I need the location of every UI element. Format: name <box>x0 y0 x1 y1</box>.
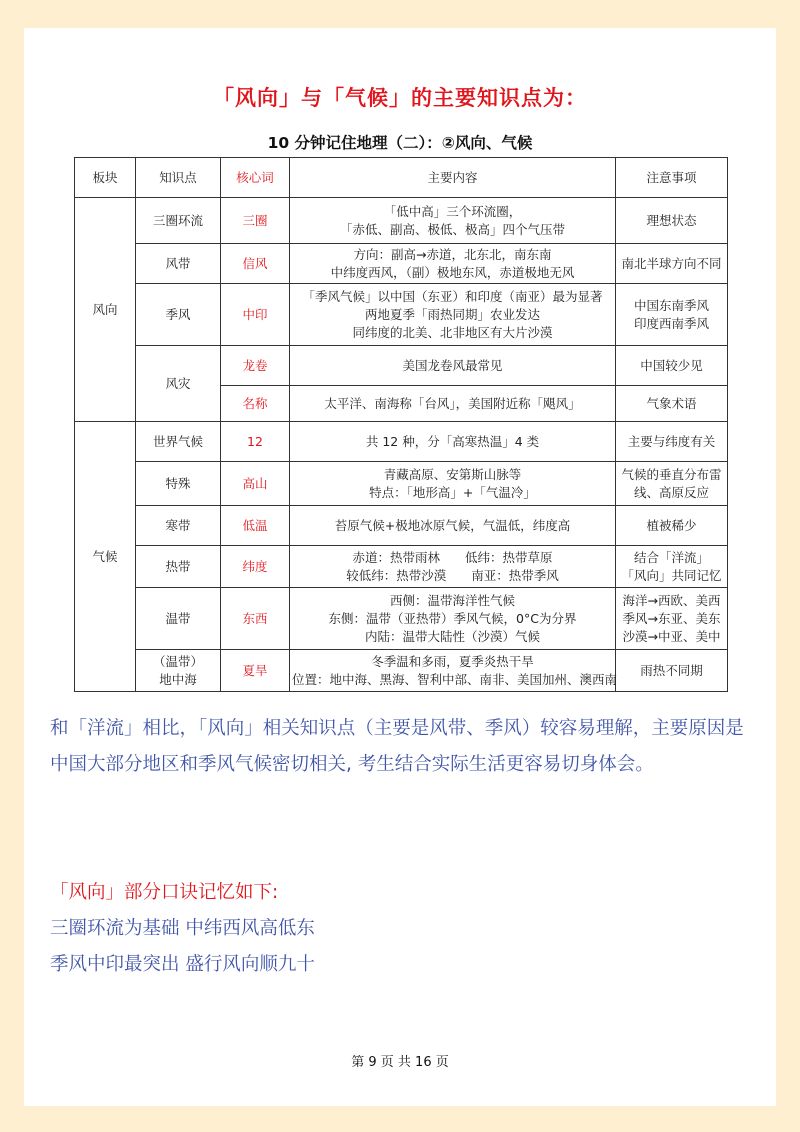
note-line: 南北半球方向不同 <box>621 255 722 271</box>
keyword-cell: 纬度 <box>221 546 290 588</box>
note-cell <box>616 650 728 692</box>
note-line: 印度西南季风 <box>633 315 709 331</box>
point-cell: 热带 <box>136 546 221 588</box>
content-cell <box>290 346 616 386</box>
content-cell <box>290 462 616 506</box>
block-cell: 气候 <box>75 422 136 692</box>
keyword-cell: 高山 <box>221 462 290 506</box>
content-cell <box>290 422 616 462</box>
note-cell <box>616 506 728 546</box>
keyword-cell: 12 <box>221 422 290 462</box>
content-line: 赤道：热带雨林 低纬：热带草原 <box>352 549 553 565</box>
point-cell: 三圈环流 <box>136 198 221 244</box>
keyword-cell: 夏旱 <box>221 650 290 692</box>
page-heading: 「风向」与「气候」的主要知识点为： <box>213 86 587 110</box>
note-cell <box>616 198 728 244</box>
mnemonic-section <box>50 875 750 983</box>
explanation-paragraph: 和「洋流」相比，「风向」相关知识点（主要是风带、季风）较容易理解，主要原因是中国大部分地区和季风气候密切相关, 考生结合实际生活更容易切身体会。 <box>50 718 744 775</box>
content-line: 「低中高」三个环流圈， <box>383 203 522 219</box>
content-line: 美国龙卷风最常见 <box>402 357 503 373</box>
table-header-row <box>75 158 728 198</box>
content-cell <box>290 198 616 244</box>
note-cell <box>616 422 728 462</box>
content-cell <box>290 244 616 284</box>
keyword-cell: 中印 <box>221 284 290 346</box>
mnemonic-title: 「风向」部分口诀记忆如下: <box>50 882 279 903</box>
content-line: 太平洋、南海称「台风」，美国附近称「飓风」 <box>324 395 581 411</box>
content-line: 特点：「地形高」+「气温冷」 <box>369 484 536 500</box>
point-cell: 温带 <box>136 588 221 650</box>
note-line: 主要与纬度有关 <box>627 433 716 449</box>
keyword-cell: 三圈 <box>221 198 290 244</box>
note-line: 海洋→西欧、美西 <box>622 592 721 608</box>
note-line: 「风向」共同记忆 <box>621 567 722 583</box>
knowledge-table <box>74 157 728 692</box>
page-footer: 第 9 页 共 16 页 <box>351 1055 449 1070</box>
content-cell <box>290 386 616 422</box>
note-cell <box>616 386 728 422</box>
content-line: 青藏高原、安第斯山脉等 <box>383 466 522 482</box>
table-row <box>75 650 728 692</box>
note-line: 沙漠→中亚、美中 <box>622 628 721 644</box>
point-cell: 风灾 <box>136 346 221 422</box>
note-line: 中国较少见 <box>640 357 703 373</box>
table-body <box>75 198 728 692</box>
content-line: 东侧：温带（亚热带）季风气候，0°C为分界 <box>328 610 577 626</box>
point-cell: 寒带 <box>136 506 221 546</box>
keyword-cell: 龙卷 <box>221 346 290 386</box>
note-line: 气象术语 <box>646 395 697 411</box>
note-cell <box>616 244 728 284</box>
content-line: 位置：地中海、黑海、智利中部、南非、美国加州、澳西南 <box>292 671 618 687</box>
content-cell <box>290 650 616 692</box>
table-row <box>75 244 728 284</box>
note-cell <box>616 546 728 588</box>
note-line: 雨热不同期 <box>640 662 703 678</box>
keyword-cell: 东西 <box>221 588 290 650</box>
table-row <box>75 546 728 588</box>
table-row <box>75 198 728 244</box>
content-line: 同纬度的北美、北非地区有大片沙漠 <box>352 324 553 340</box>
keyword-cell: 信风 <box>221 244 290 284</box>
point-cell: 风带 <box>136 244 221 284</box>
content-line: 较低纬：热带沙漠 南亚：热带季风 <box>346 567 559 583</box>
note-cell <box>616 346 728 386</box>
table-row <box>75 506 728 546</box>
content-line: 共 12 种，分「高寒热温」4 类 <box>365 433 540 449</box>
note-line: 气候的垂直分布雷 <box>621 466 722 482</box>
point-cell: 世界气候 <box>136 422 221 462</box>
document-page <box>24 28 776 1106</box>
content-line: 中纬度西风，（副）极地东风，赤道极地无风 <box>330 264 575 280</box>
content-cell <box>290 588 616 650</box>
header-note: 注意事项 <box>616 158 728 198</box>
content-line: 苔原气候+极地冰原气候，气温低，纬度高 <box>334 517 571 533</box>
point-cell: 特殊 <box>136 462 221 506</box>
content-line: 两地夏季「雨热同期」农业发达 <box>364 306 540 322</box>
mnemonic-line: 三圈环流为基础 中纬西风高低东 <box>50 918 315 939</box>
content-line: 冬季温和多雨，夏季炎热干旱 <box>371 653 534 669</box>
block-cell: 风向 <box>75 198 136 422</box>
note-line: 植被稀少 <box>646 517 697 533</box>
content-line: 西侧：温带海洋性气候 <box>389 592 515 608</box>
note-line: 季风→东亚、美东 <box>622 610 721 626</box>
content-cell <box>290 546 616 588</box>
note-cell <box>616 462 728 506</box>
note-cell <box>616 588 728 650</box>
table-row <box>75 284 728 346</box>
note-line: 线、高原反应 <box>633 484 709 500</box>
table-row <box>75 346 728 386</box>
table-row <box>75 422 728 462</box>
content-line: 内陆：温带大陆性（沙漠）气候 <box>364 628 540 644</box>
mnemonic-line: 季风中印最突出 盛行风向顺九十 <box>50 954 315 975</box>
header-point: 知识点 <box>136 158 221 198</box>
keyword-cell: 名称 <box>221 386 290 422</box>
content-line: 方向：副高→赤道，北东北，南东南 <box>353 246 552 262</box>
header-block: 板块 <box>75 158 136 198</box>
content-cell <box>290 284 616 346</box>
note-line: 理想状态 <box>646 212 697 228</box>
table-row <box>75 588 728 650</box>
content-line: 「赤低、副高、极低、极高」四个气压带 <box>339 221 565 237</box>
table-row <box>75 462 728 506</box>
point-cell: 季风 <box>136 284 221 346</box>
note-line: 中国东南季风 <box>633 297 709 313</box>
note-line: 结合「洋流」 <box>633 549 709 565</box>
header-keyword: 核心词 <box>221 158 290 198</box>
note-cell <box>616 284 728 346</box>
keyword-cell: 低温 <box>221 506 290 546</box>
content-cell <box>290 506 616 546</box>
point-cell: （温带） 地中海 <box>136 650 221 692</box>
table-title: 10 分钟记住地理（二）：②风向、气候 <box>267 134 533 152</box>
content-line: 「季风气候」以中国（东亚）和印度（南亚）最为显著 <box>302 288 603 304</box>
header-content: 主要内容 <box>290 158 616 198</box>
